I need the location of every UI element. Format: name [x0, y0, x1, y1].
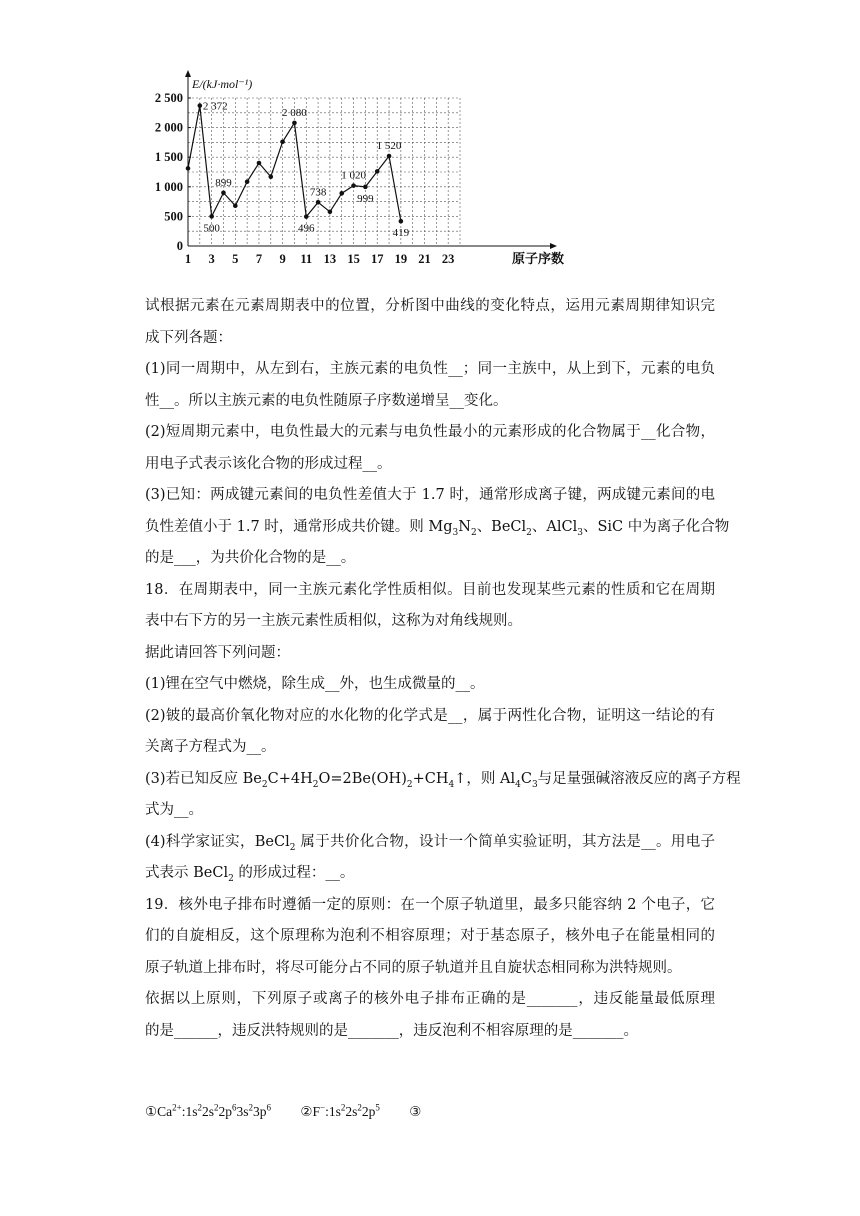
x-axis-arrow: [550, 243, 557, 249]
data-point: [316, 200, 321, 205]
q18-3-line-1: (3)若已知反应 $Be_2C+4H_2O=2Be(OH)_2+CH_4↑$，则 $Al_4C_3$与足量强碱溶液反应的离子方程: [145, 770, 741, 790]
options-line: [145, 1104, 447, 1120]
x-tick-label: 7: [255, 252, 263, 266]
x-tick-label: 1: [184, 252, 192, 266]
data-point: [186, 166, 191, 171]
q18-1-line: (1)锂在空气中燃烧，除生成__外，也生成微量的__。: [145, 676, 485, 692]
data-label: 999: [357, 192, 374, 205]
data-label: 496: [298, 222, 315, 235]
x-tick-label: 21: [418, 252, 431, 266]
data-label: 419: [392, 227, 410, 240]
data-point: [221, 190, 226, 195]
q3-line-1: (3)已知：两成键元素间的电负性差值大于 1.7 时，通常形成离子键，两成键元素间的电: [145, 487, 715, 503]
data-point: [280, 140, 285, 145]
data-point: [209, 214, 214, 219]
data-point: [375, 169, 380, 174]
p18-line-2: 表中右下方的另一主族元素性质相似，这称为对角线规则。: [145, 613, 522, 629]
data-point: [268, 174, 273, 179]
x-axis-label: 原子序数: [512, 252, 565, 267]
y-tick-label: 2 000: [154, 120, 183, 135]
data-point: [233, 203, 238, 208]
x-tick-label: 9: [279, 252, 286, 266]
data-label: 500: [203, 222, 220, 235]
x-tick-label: 17: [370, 252, 384, 266]
y-tick-label: 500: [164, 209, 183, 224]
q18-4-line-2: 式表示 BeCl$_2$ 的形成过程：__。: [145, 865, 355, 884]
data-point: [245, 179, 250, 184]
intro-line-2: 成下列各题：: [145, 329, 232, 346]
data-point: [339, 191, 344, 196]
data-point: [363, 185, 368, 190]
data-label: 2 372: [202, 100, 228, 113]
data-label: 1 020: [341, 169, 366, 182]
p19-line-1: 19．核外电子排布时遵循一定的原则：在一个原子轨道里，最多只能容纳 2 个电子，它: [145, 896, 715, 913]
y-tick-label: 0: [176, 239, 183, 253]
option-3: ③: [409, 1104, 422, 1119]
q2-line-2: 用电子式表示该化合物的形成过程__。: [145, 455, 392, 472]
data-label: 738: [309, 186, 327, 199]
data-label: 899: [215, 176, 232, 189]
data-point: [304, 214, 309, 219]
y-axis-label: E/(kJ·mol⁻¹): [192, 77, 253, 91]
x-tick-label: 3: [208, 252, 215, 266]
data-point: [387, 154, 392, 159]
q18-2-line-1: (2)铍的最高价氧化物对应的水化物的化学式是__，属于两性化合物，证明这一结论的有: [145, 707, 715, 724]
y-tick-label: 2 500: [154, 91, 183, 105]
y-tick-label: 1 000: [154, 179, 183, 194]
x-tick-label: 23: [441, 252, 455, 266]
q2-line-1: (2)短周期元素中，电负性最大的元素与电负性最小的元素形成的化合物属于__化合物，: [145, 424, 715, 440]
x-tick-label: 15: [347, 252, 360, 266]
q18-3-line-2: 式为__。: [145, 802, 203, 818]
q3-line-2: 负性差值小于 1.7 时，通常形成共价键。则 $Mg_3N_2$、BeCl$_2$、AlCl$_3$、SiC 中为离子化合物: [145, 518, 730, 538]
p19-line-5: 的是______，违反洪特规则的是_______，违反泡利不相容原理的是_______。: [145, 1022, 638, 1039]
data-point: [292, 121, 297, 126]
q18-2-line-2: 关离子方程式为__。: [145, 739, 276, 755]
q3-line-3: 的是___，为共价化合物的是__。: [145, 550, 356, 566]
data-point: [198, 103, 203, 108]
x-tick-label: 19: [394, 252, 408, 266]
p19-line-2: 们的自旋相反，这个原理称为泡利不相容原理；对于基态原子，核外电子在能量相同的: [145, 928, 715, 944]
data-point: [351, 183, 356, 188]
question-body: [145, 291, 741, 1047]
y-tick-label: 1 500: [154, 150, 183, 165]
data-label: 2 080: [282, 106, 307, 119]
y-axis-arrow: [185, 70, 191, 77]
p19-line-4: 依据以上原则，下列原子或离子的核外电子排布正确的是_______，违反能量最低原理: [145, 991, 715, 1007]
option-2: $②F^-:1s^22s^22p^5$: [300, 1102, 380, 1119]
intro-line-1: 试根据元素在元素周期表中的位置，分析图中曲线的变化特点，运用元素周期律知识完: [145, 298, 715, 314]
p19-line-3: 原子轨道上排布时，将尽可能分占不同的原子轨道并且自旋状态相同称为洪特规则。: [145, 959, 682, 976]
q18-4-line-1: (4)科学家证实，BeCl$_2$ 属于共价化合物，设计一个简单实验证明，其方法是__。用电子: [145, 833, 716, 853]
p18-line-3: 据此请回答下列问题：: [145, 644, 290, 661]
option-1: $①Ca^{2+}:1s^22s^22p^63s^23p^6$: [145, 1102, 271, 1119]
data-point: [399, 219, 404, 224]
q1-line-1: (1)同一周期中，从左到右，主族元素的电负性__；同一主族中，从上到下，元素的电负: [145, 361, 715, 377]
x-tick-label: 11: [300, 252, 313, 266]
q1-line-2: 性__。所以主族元素的电负性随原子序数递增呈__变化。: [145, 392, 508, 409]
data-point: [328, 209, 333, 214]
p18-line-1: 18．在周期表中，同一主族元素化学性质相似。目前也发现某些元素的性质和它在周期: [145, 581, 715, 598]
x-tick-label: 5: [232, 252, 239, 266]
data-label: 1 520: [376, 140, 402, 153]
x-tick-label: 13: [323, 252, 337, 266]
ionization-energy-chart: [154, 68, 580, 273]
data-point: [257, 161, 262, 166]
